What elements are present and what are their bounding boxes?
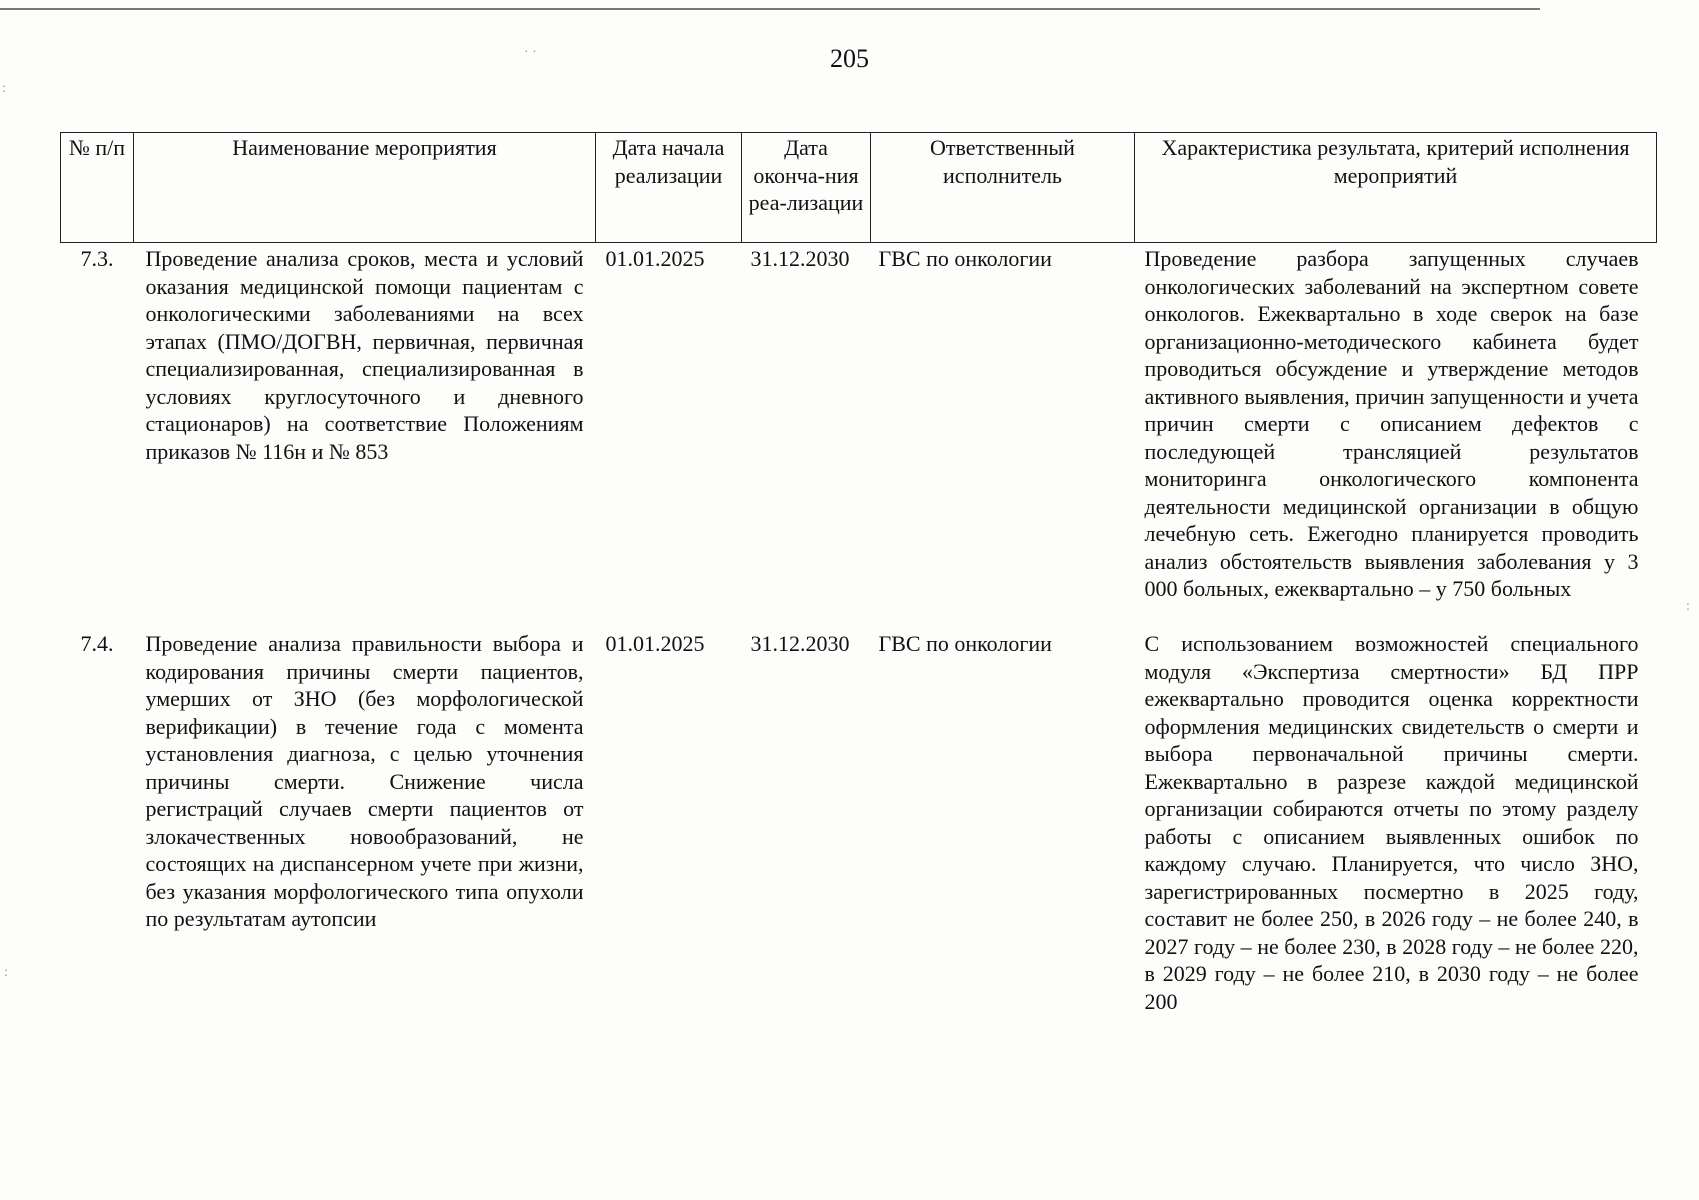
header-start-date: Дата начала реализации [596, 133, 742, 243]
table-row [61, 628, 1657, 1015]
responsible-executor: ГВС по онкологии [878, 246, 1052, 271]
scan-speck: : [1686, 599, 1690, 614]
row-number: 7.4. [80, 631, 114, 656]
activities-table [60, 132, 1657, 1015]
start-date: 01.01.2025 [605, 246, 705, 271]
header-number: № п/п [61, 133, 134, 243]
header-end-date: Дата оконча-ния реа-лизации [742, 133, 871, 243]
scan-speck: : [2, 81, 6, 96]
table-header-row [61, 133, 1657, 243]
page-number: 205 [830, 44, 869, 73]
row-number: 7.3. [80, 246, 114, 271]
start-date: 01.01.2025 [605, 631, 705, 656]
scan-top-edge-line [0, 8, 1540, 10]
responsible-executor: ГВС по онкологии [878, 631, 1052, 656]
header-result: Характеристика результата, критерий исполнения мероприятий [1135, 133, 1657, 243]
header-responsible: Ответственный исполнитель [871, 133, 1135, 243]
scan-speck: : [4, 965, 8, 980]
end-date: 31.12.2030 [750, 631, 850, 656]
result-description: Проведение разбора запущенных случаев онкологических заболеваний на экспертном совете онкологов. Ежеквартально в ходе сверок на базе организационно-методического кабинета будет проводиться обсуждение и утверждение методов активного выявления, причин запущенности и учета причин смерти с описанием дефектов с последующей трансляцией результатов мониторинга онкологического компонента деятельности медицинской организации в общую лечебную сеть. Ежегодно планируется проводить анализ обстоятельств выявления заболевания у 3 000 больных, ежеквартально – у 750 больных [1144, 246, 1639, 601]
end-date: 31.12.2030 [750, 246, 850, 271]
header-activity-name: Наименование мероприятия [134, 133, 596, 243]
activity-name: Проведение анализа правильности выбора и кодирования причины смерти пациентов, умерших от ЗНО (без морфологической верификации) в течение года с момента установления диагноза, с целью уточнения причины смерти. Снижение числа регистраций случаев смерти пациентов от злокачественных новообразований, не состоящих на диспансерном учете при жизни, без указания морфологического типа опухоли по результатам аутопсии [145, 631, 584, 931]
table-row [61, 243, 1657, 629]
activity-name: Проведение анализа сроков, места и условий оказания медицинской помощи пациентам с онкологическими заболеваниями на всех этапах (ПМО/ДОГВН, первичная, первичная специализированная, специализированная в условиях круглосуточного и дневного стационаров) на соответствие Положениям приказов № 116н и № 853 [145, 246, 584, 464]
scan-speck: · · [524, 45, 537, 60]
result-description: С использованием возможностей специального модуля «Экспертиза смертности» БД ПРР ежеквартально проводится оценка корректности оформления медицинских свидетельств о смерти и выбора первоначальной причины смерти. Ежеквартально в разрезе каждой медицинской организации собираются отчеты по этому разделу работы с описанием выявленных ошибок по каждому случаю. Планируется, что число ЗНО, зарегистрированных посмертно в 2025 году, составит не более 250, в 2026 году – не более 240, в 2027 году – не более 230, в 2028 году – не более 220, в 2029 году – не более 210, в 2030 году – не более 200 [1144, 631, 1639, 1014]
